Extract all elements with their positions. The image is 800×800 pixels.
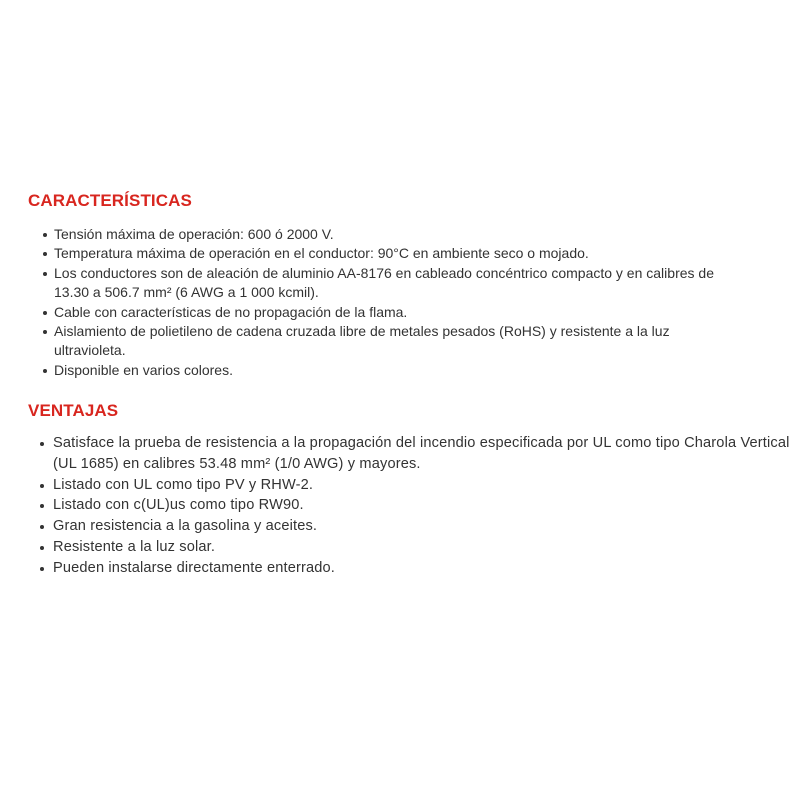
list-item: Resistente a la luz solar. — [38, 537, 798, 558]
list-item: Pueden instalarse directamente enterrado. — [38, 558, 798, 579]
list-item: Temperatura máxima de operación en el conductor: 90°C en ambiente seco o mojado. — [41, 244, 731, 263]
list-item: Listado con UL como tipo PV y RHW-2. — [38, 475, 798, 496]
list-item: Listado con c(UL)us como tipo RW90. — [38, 495, 798, 516]
list-item: Gran resistencia a la gasolina y aceites. — [38, 516, 798, 537]
caracteristicas-list — [41, 225, 731, 380]
list-item: Los conductores son de aleación de aluminio AA-8176 en cableado concéntrico compacto y en calibres de 13.30 a 506.7 mm² (6 AWG a 1 000 kcmil). — [41, 264, 731, 303]
ventajas-list — [38, 433, 798, 579]
list-item: Satisface la prueba de resistencia a la propagación del incendio especificada por UL como tipo Charola Vertical (UL 1685) en calibres 53.48 mm² (1/0 AWG) y mayores. — [38, 433, 798, 475]
list-item: Aislamiento de polietileno de cadena cruzada libre de metales pesados (RoHS) y resistente a la luz ultravioleta. — [41, 322, 731, 361]
list-item: Disponible en varios colores. — [41, 361, 731, 380]
section-title-ventajas: VENTAJAS — [28, 401, 119, 420]
list-item: Tensión máxima de operación: 600 ó 2000 V. — [41, 225, 731, 244]
section-title-caracteristicas: CARACTERÍSTICAS — [28, 191, 192, 210]
list-item: Cable con características de no propagación de la flama. — [41, 303, 731, 322]
